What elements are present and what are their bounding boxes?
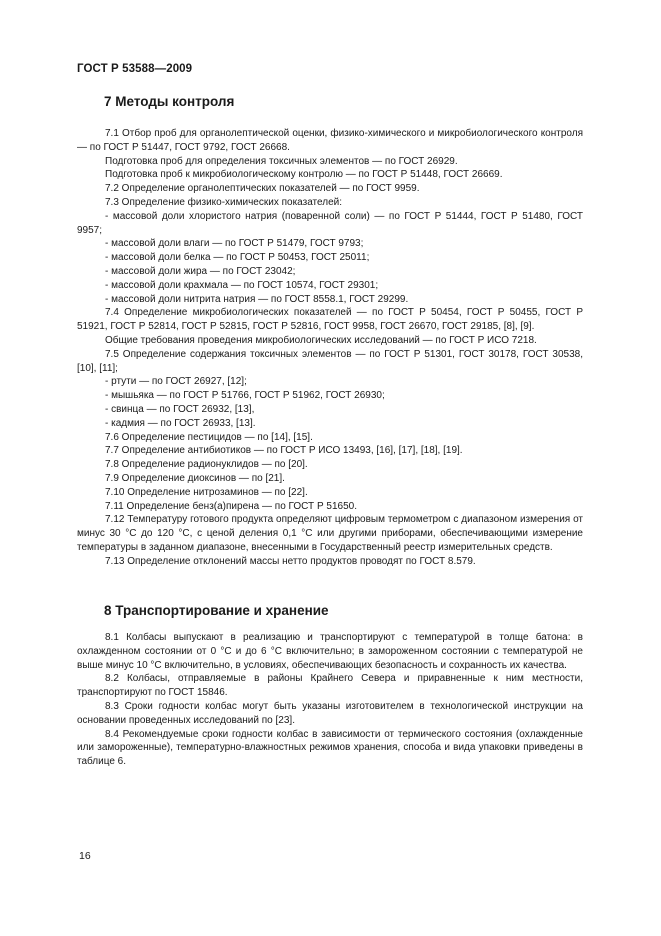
paragraph: 7.4 Определение микробиологических показателей — по ГОСТ Р 50454, ГОСТ Р 50455, ГОСТ Р 51921, ГОСТ Р 52814, ГОСТ Р 52815, ГОСТ Р 52816, ГОСТ 9958, ГОСТ 26670, ГОСТ 29185, [8], [9].	[77, 307, 583, 333]
list-item: - кадмия — по ГОСТ 26933, [13].	[105, 417, 256, 429]
list-item: - массовой доли влаги — по ГОСТ Р 51479, ГОСТ 9793;	[105, 238, 364, 250]
paragraph: Общие требования проведения микробиологических исследований — по ГОСТ Р ИСО 7218.	[105, 334, 537, 346]
paragraph: 7.11 Определение бенз(а)пирена — по ГОСТ Р 51650.	[105, 500, 357, 512]
paragraph: 7.9 Определение диоксинов — по [21].	[105, 472, 285, 484]
paragraph: 8.2 Колбасы, отправляемые в районы Крайнего Севера и приравненные к ним местности, транспортируют по ГОСТ 15846.	[77, 673, 583, 699]
list-item: - массовой доли жира — по ГОСТ 23042;	[105, 265, 296, 277]
paragraph: 7.13 Определение отклонений массы нетто продуктов проводят по ГОСТ 8.579.	[105, 555, 476, 567]
paragraph: 7.6 Определение пестицидов — по [14], [15].	[105, 431, 313, 443]
list-item: - мышьяка — по ГОСТ Р 51766, ГОСТ Р 51962, ГОСТ 26930;	[105, 390, 385, 402]
paragraph: 7.3 Определение физико-химических показателей:	[105, 196, 343, 208]
paragraph: 7.5 Определение содержания токсичных элементов — по ГОСТ Р 51301, ГОСТ 30178, ГОСТ 30538, [10], [11];	[77, 348, 583, 374]
paragraph: Подготовка проб для определения токсичных элементов — по ГОСТ 26929.	[105, 155, 458, 167]
list-item: - ртути — по ГОСТ 26927, [12];	[105, 376, 247, 388]
paragraph: 7.12 Температуру готового продукта определяют цифровым термометром с диапазоном измерения от минус 30 °С до 120 °С, с ценой деления 0,1 °С или другими приборами, обеспечивающими измерение температуры в заданном диапазоне, внесенными в Государственный реестр измерительных средств.	[77, 514, 583, 553]
paragraph: 8.3 Сроки годности колбас могут быть указаны изготовителем в технологической инструкции на основании проведенных исследований по [23].	[77, 700, 583, 726]
paragraph: 8.4 Рекомендуемые сроки годности колбас в зависимости от термического состояния (охлажденные или замороженные), температурно-влажностных режимов хранения, способа и вида упаковки приведены в таблице 6.	[77, 728, 583, 768]
list-item: - массовой доли нитрита натрия — по ГОСТ 8558.1, ГОСТ 29299.	[105, 293, 409, 305]
standard-code-header: ГОСТ Р 53588—2009	[77, 63, 193, 75]
section-8-title: 8 Транспортирование и хранение	[104, 603, 329, 618]
paragraph: 8.1 Колбасы выпускают в реализацию и транспортируют с температурой в толще батона: в охлажденном состоянии от 0 °С и до 6 °С включительно; в замороженном состоянии с температурой не выше минус 10 °С включительно, в условиях, обеспечивающих безопасность и сохранность их качества.	[77, 632, 583, 671]
section-7-body	[77, 127, 583, 569]
paragraph: 7.7 Определение антибиотиков — по ГОСТ Р ИСО 13493, [16], [17], [18], [19].	[105, 445, 463, 457]
list-item: - массовой доли хлористого натрия (поваренной соли) — по ГОСТ Р 51444, ГОСТ Р 51480, ГОСТ 9957;	[77, 210, 583, 236]
paragraph: 7.2 Определение органолептических показателей — по ГОСТ 9959.	[105, 183, 420, 195]
list-item: - свинца — по ГОСТ 26932, [13],	[105, 403, 255, 415]
page-number: 16	[79, 850, 91, 862]
section-7-title: 7 Методы контроля	[104, 94, 235, 109]
list-item: - массовой доли крахмала — по ГОСТ 10574, ГОСТ 29301;	[105, 279, 379, 291]
list-item: - массовой доли белка — по ГОСТ Р 50453, ГОСТ 25011;	[105, 252, 370, 264]
paragraph: Подготовка проб к микробиологическому контролю — по ГОСТ Р 51448, ГОСТ 26669.	[105, 169, 503, 181]
paragraph: 7.8 Определение радионуклидов — по [20].	[105, 459, 308, 471]
paragraph: 7.1 Отбор проб для органолептической оценки, физико-химического и микробиологического контроля — по ГОСТ Р 51447, ГОСТ 9792, ГОСТ 26668.	[77, 128, 583, 153]
section-8-body	[77, 631, 583, 769]
paragraph: 7.10 Определение нитрозаминов — по [22].	[105, 486, 308, 498]
